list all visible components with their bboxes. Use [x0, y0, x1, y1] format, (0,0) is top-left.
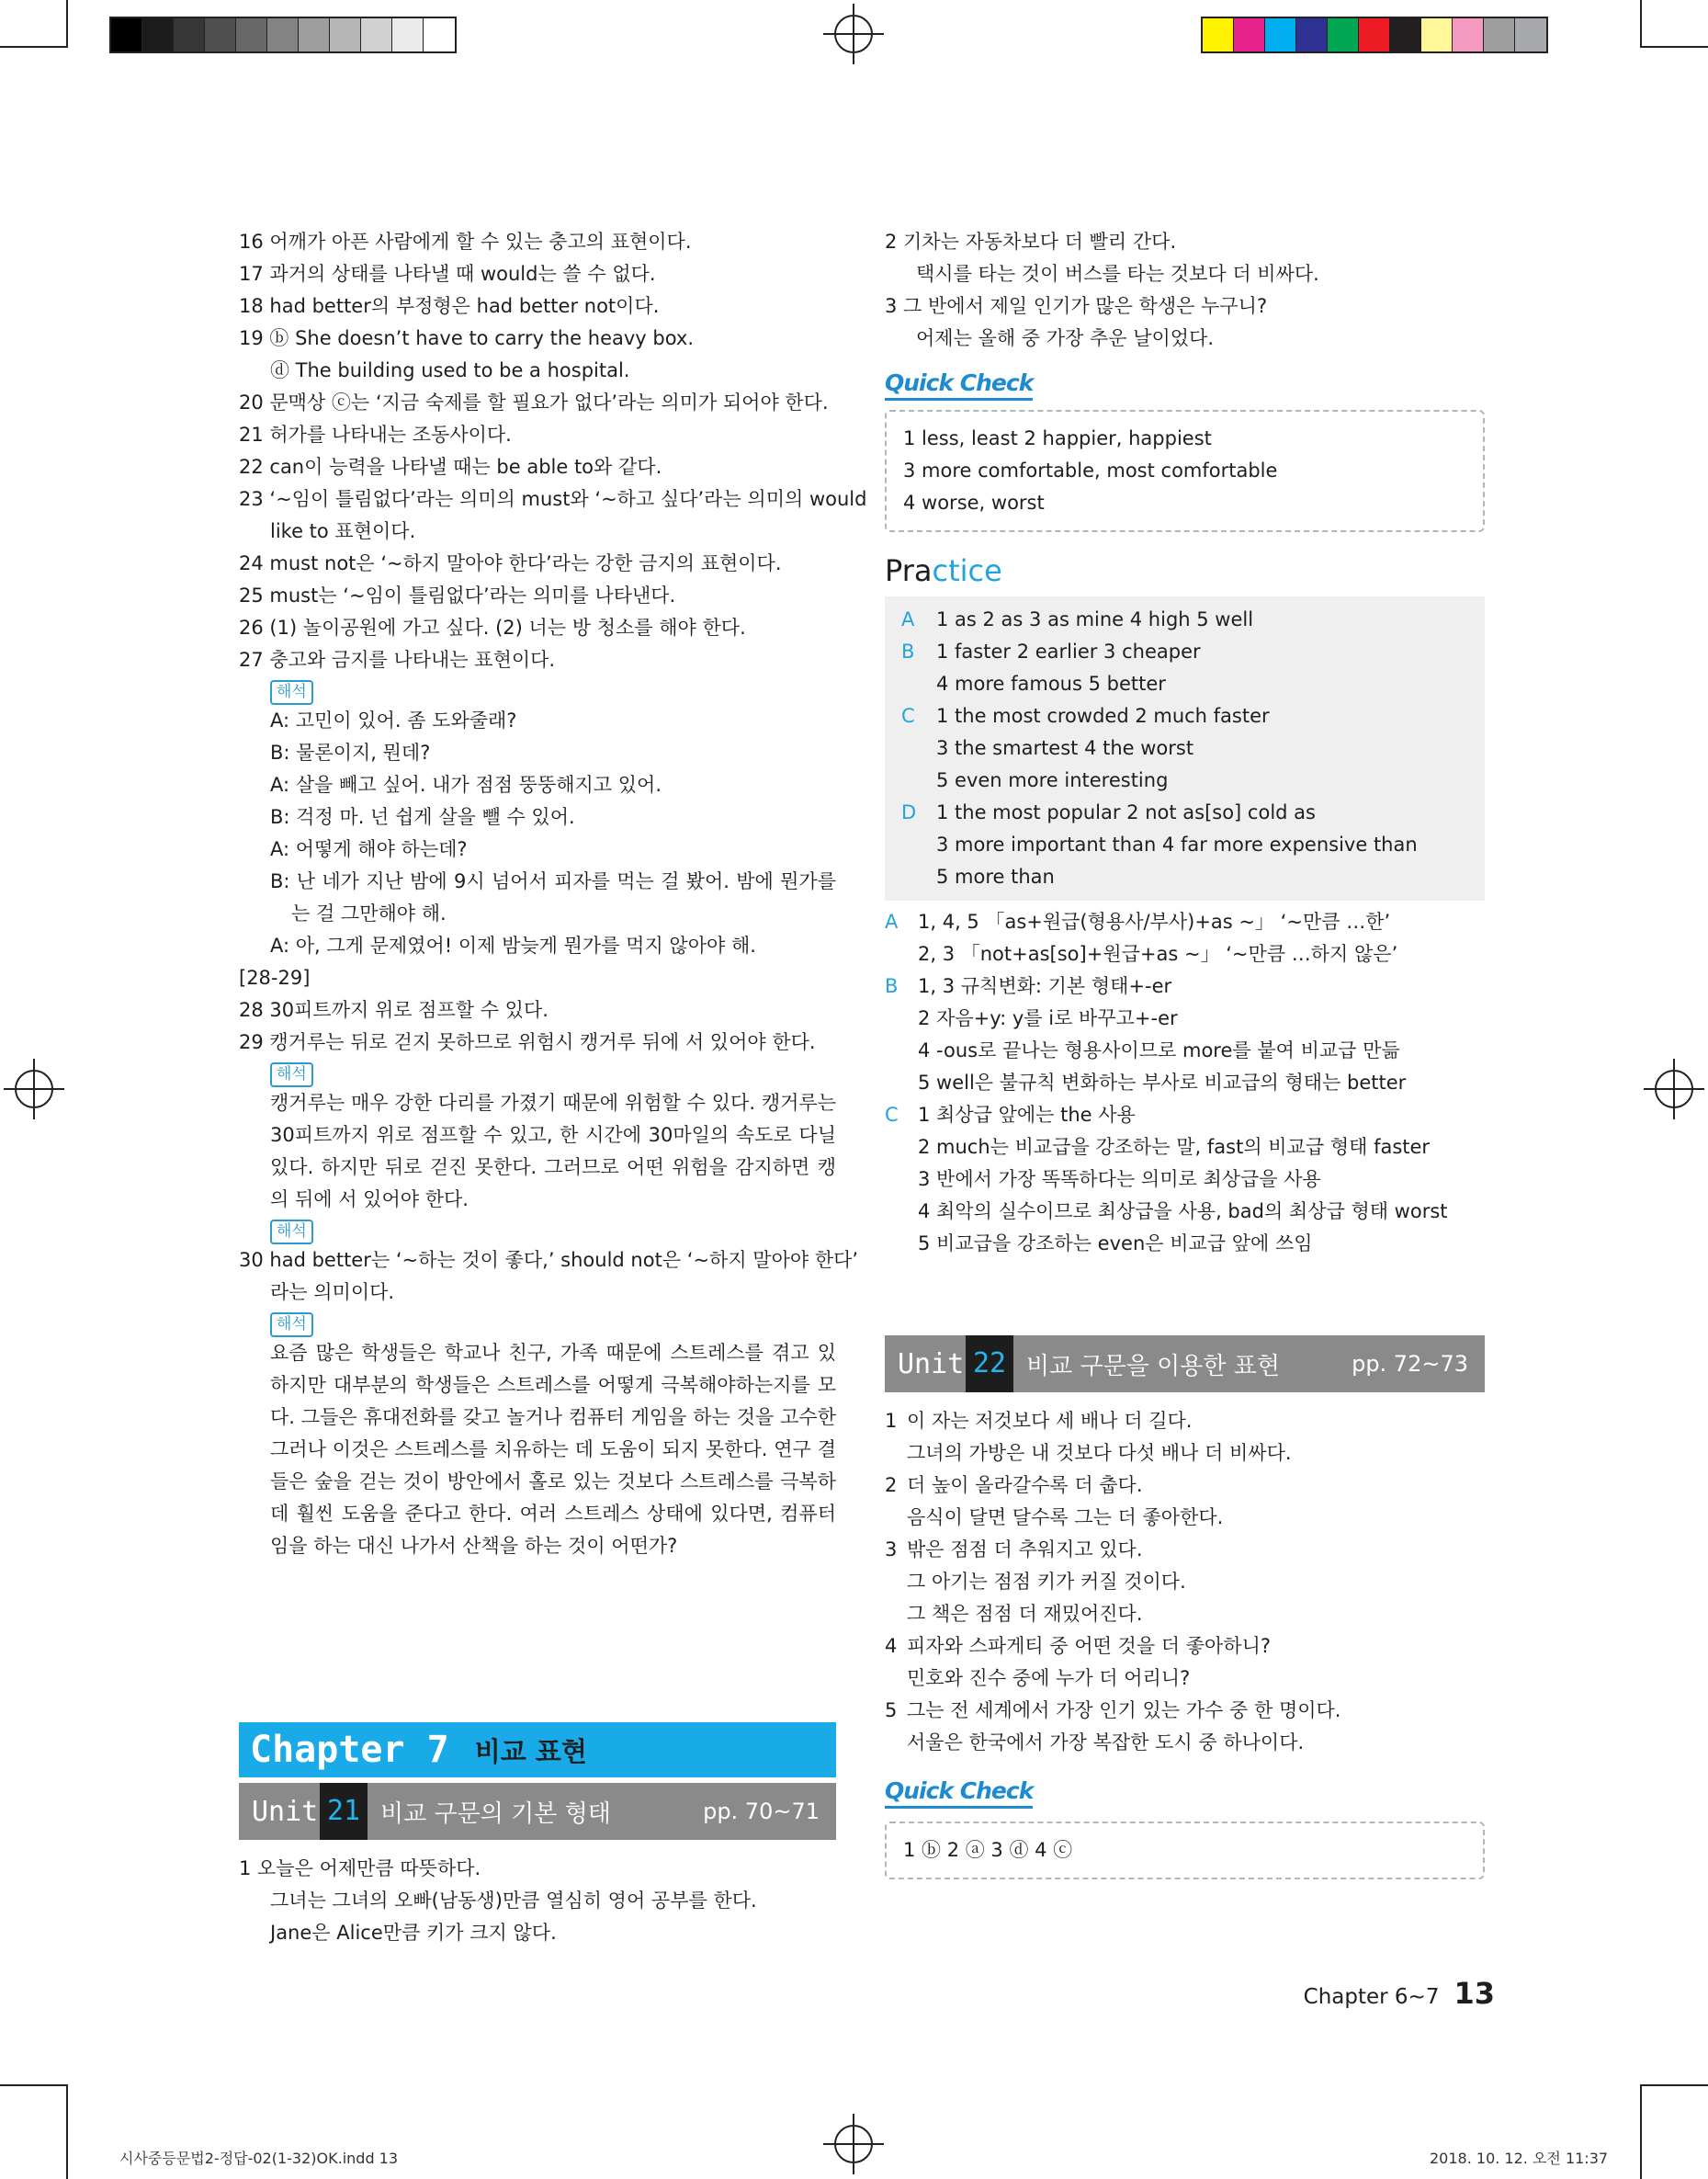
translation-tag: 해석 [270, 1220, 313, 1244]
quick-check-answer: 3 more comfortable, most comfortable [903, 460, 1278, 482]
answer-line [885, 1502, 1485, 1534]
quick-check-box [885, 1822, 1485, 1879]
unit-pages: pp. 72~73 [1352, 1351, 1468, 1377]
page-number: 13 [1453, 1976, 1495, 2011]
quick-check-answer: 4 worse, worst [903, 492, 1045, 514]
explanation-row [885, 1228, 1485, 1260]
practice-row [901, 668, 1468, 700]
answer-line [885, 1470, 1485, 1502]
explanation-text: 5 well은 불규칙 변화하는 부사로 비교급의 형태는 better [918, 1072, 1407, 1094]
practice-answer: 1 the most popular 2 not as[so] cold as [936, 801, 1316, 823]
translation-line: 요즘 많은 학생들은 학교나 친구, 가족 때문에 스트레스를 겪고 있 [270, 1342, 836, 1364]
quick-check-label: Quick Check [885, 369, 1033, 401]
crop-mark [1640, 2084, 1708, 2086]
translation-line: A: 고민이 있어. 좀 도와줄래? [270, 709, 517, 732]
answer-line: 23 ‘~임이 틀림없다’라는 의미의 must와 ‘~하고 싶다’라는 의미의 would [239, 488, 867, 510]
item-text: 서울은 한국에서 가장 복잡한 도시 중 하나이다. [907, 1731, 1305, 1753]
answer-line: 3 그 반에서 제일 인기가 많은 학생은 누구니? [885, 295, 1268, 317]
crop-mark [1640, 2084, 1642, 2179]
answer-line: 19 ⓑ She doesn’t have to carry the heavy box. [239, 327, 695, 349]
translation-line: 그러나 이것은 스트레스를 치유하는 데 도움이 되지 못한다. 연구 결 [270, 1438, 836, 1460]
answer-line: 16 어깨가 아픈 사람에게 할 수 있는 충고의 표현이다. [239, 231, 692, 253]
unit-number: 21 [320, 1783, 368, 1840]
explanation-section-label: B [885, 975, 899, 997]
registration-mark-top [823, 4, 884, 64]
explanation-section-label: A [885, 911, 899, 933]
explanation-text: 2 much는 비교급을 강조하는 말, fast의 비교급 형태 faster [918, 1136, 1431, 1158]
color-swatch [1203, 18, 1234, 51]
file-slug: 시사중등문법2-정답-02(1-32)OK.indd 13 [119, 2150, 399, 2167]
explanation-text: 5 비교급을 강조하는 even은 비교급 앞에 쓰임 [918, 1232, 1313, 1254]
item-text: 그녀의 가방은 내 것보다 다섯 배나 더 비싸다. [907, 1442, 1292, 1464]
date-slug: 2018. 10. 12. 오전 11:37 [1430, 2150, 1609, 2167]
quick-check-label: Quick Check [885, 1777, 1033, 1809]
unit-header [885, 1335, 1485, 1392]
translation-line: 30피트까지 위로 점프할 수 있고, 한 시간에 30마일의 속도로 다닐 [270, 1124, 836, 1146]
practice-row [901, 797, 1468, 829]
explanation-row [885, 1035, 1485, 1067]
answer-line: 26 (1) 놀이공원에 가고 싶다. (2) 너는 방 청소를 해야 한다. [239, 617, 746, 639]
color-swatch [1265, 18, 1296, 51]
practice-section-label: A [901, 608, 915, 630]
explanation-text: 1, 3 규칙변화: 기본 형태+-er [918, 975, 1172, 997]
translation-tag: 해석 [270, 1062, 313, 1087]
answer-line: 어제는 올해 중 가장 추운 날이었다. [916, 327, 1215, 349]
translation-line: 있다. 하지만 뒤로 걷진 못한다. 그러므로 어떤 위험을 감지하면 캥 [270, 1156, 836, 1178]
color-bar [1201, 17, 1548, 53]
gray-swatch [392, 18, 424, 51]
color-swatch [1515, 18, 1546, 51]
registration-mark-left [4, 1059, 64, 1119]
item-text: 이 자는 저것보다 세 배나 더 길다. [907, 1410, 1193, 1432]
color-swatch [1453, 18, 1484, 51]
practice-answer: 5 even more interesting [936, 769, 1169, 791]
answer-line: 29 캥거루는 뒤로 걷지 못하므로 위험시 캥거루 뒤에 서 있어야 한다. [239, 1031, 816, 1053]
item-number: 3 [885, 1538, 898, 1560]
right-column [885, 226, 1485, 1879]
crop-mark [0, 2084, 68, 2086]
translation-line: 는 걸 그만해야 해. [291, 902, 447, 925]
explanation-text: 1 최상급 앞에는 the 사용 [918, 1104, 1136, 1126]
quick-check-heading [885, 364, 1485, 401]
practice-row [901, 765, 1468, 797]
crop-mark [0, 46, 68, 48]
quick-check-box [885, 410, 1485, 532]
translation-line: 의 뒤에 서 있어야 한다. [270, 1188, 469, 1210]
unit-header [239, 1783, 836, 1840]
gray-swatch [424, 18, 455, 51]
item-text: 민호와 진수 중에 누가 더 어리니? [907, 1667, 1191, 1689]
gray-swatch [236, 18, 267, 51]
answer-line [885, 1695, 1485, 1727]
item-text: 그는 전 세계에서 가장 인기 있는 가수 중 한 명이다. [907, 1699, 1341, 1721]
gray-swatch [330, 18, 361, 51]
translation-line: 캥거루는 매우 강한 다리를 가졌기 때문에 위험할 수 있다. 캥거루는 [270, 1092, 836, 1114]
color-swatch [1328, 18, 1359, 51]
explanation-row [885, 1163, 1485, 1196]
answer-line [885, 1663, 1485, 1695]
translation-line: 들은 숲을 걷는 것이 방안에서 홀로 있는 것보다 스트레스를 극복하 [270, 1470, 836, 1492]
translation-line: B: 물론이지, 뭔데? [270, 742, 431, 764]
explanation-row [885, 1131, 1485, 1163]
gray-swatch [205, 18, 236, 51]
item-text: 그 아기는 점점 키가 커질 것이다. [907, 1571, 1186, 1593]
practice-answers-box [885, 596, 1485, 901]
item-number: 1 [885, 1410, 898, 1432]
gray-swatch [142, 18, 174, 51]
answer-line: 그녀는 그녀의 오빠(남동생)만큼 열심히 영어 공부를 한다. [270, 1890, 757, 1912]
answer-line: 21 허가를 나타내는 조동사이다. [239, 424, 512, 446]
answer-line [885, 1727, 1485, 1759]
unit-label: Unit [898, 1347, 965, 1380]
color-swatch [1359, 18, 1390, 51]
explanation-row [885, 1196, 1485, 1228]
explanation-section-label: C [885, 1104, 899, 1126]
answer-line: 20 문맥상 ⓒ는 ‘지금 숙제를 할 필요가 없다’라는 의미가 되어야 한다. [239, 392, 829, 414]
answer-line [885, 1598, 1485, 1630]
answer-line: 17 과거의 상태를 나타낼 때 would는 쓸 수 없다. [239, 263, 656, 285]
explanation-row [885, 1067, 1485, 1099]
translation-line: 하지만 대부분의 학생들은 스트레스를 어떻게 극복해야하는지를 모 [270, 1374, 836, 1396]
item-number: 5 [885, 1699, 898, 1721]
item-text: 피자와 스파게티 중 어떤 것을 더 좋아하니? [907, 1635, 1272, 1657]
practice-answer: 1 the most crowded 2 much faster [936, 705, 1270, 727]
color-swatch [1484, 18, 1515, 51]
explanation-row [885, 938, 1485, 970]
crop-mark [66, 2084, 68, 2179]
registration-mark-bottom [823, 2114, 884, 2174]
unit-title: 비교 구문의 기본 형태 [380, 1799, 611, 1828]
translation-line: 데 훨씬 도움을 준다고 한다. 여러 스트레스 상태에 있다면, 컴퓨터 [270, 1503, 836, 1525]
explanation-row [885, 1003, 1485, 1035]
gray-swatch [299, 18, 330, 51]
crop-mark [1640, 0, 1642, 48]
answer-line: 30 had better는 ‘~하는 것이 좋다,’ should not은 ‘~하지 말아야 한다’ [239, 1249, 859, 1271]
unit-label: Unit [252, 1795, 319, 1828]
answer-line: [28-29] [239, 967, 311, 989]
gray-swatch [267, 18, 299, 51]
explanation-text: 2, 3 「not+as[so]+원급+as ~」 ‘~만큼 …하지 않은’ [918, 943, 1398, 965]
page-footer [1304, 1976, 1495, 2011]
answer-line: 1 오늘은 어제만큼 따뜻하다. [239, 1857, 481, 1879]
quick-check-answer: 1 less, least 2 happier, happiest [903, 427, 1212, 449]
answer-line: 22 can이 능력을 나타낼 때는 be able to와 같다. [239, 456, 662, 478]
answer-line [885, 1534, 1485, 1566]
translation-line: B: 난 네가 지난 밤에 9시 넘어서 피자를 먹는 걸 봤어. 밤에 뭔가를 [270, 870, 836, 892]
answer-line: like to 표현이다. [270, 520, 416, 542]
translation-tag: 해석 [270, 1312, 313, 1337]
answer-line [885, 1566, 1485, 1598]
practice-section-label: B [901, 641, 915, 663]
practice-answer: 5 more than [936, 866, 1055, 888]
gray-swatch [111, 18, 142, 51]
practice-answer: 3 the smartest 4 the worst [936, 737, 1194, 759]
practice-row [901, 732, 1468, 765]
item-text: 그 책은 점점 더 재밌어진다. [907, 1603, 1143, 1625]
chapter-title: Chapter 7 [250, 1729, 449, 1771]
quick-check-answer: 1 ⓑ 2 ⓐ 3 ⓓ 4 ⓒ [903, 1839, 1073, 1861]
explanation-text: 2 자음+y: y를 i로 바꾸고+-er [918, 1007, 1178, 1029]
practice-heading: Practice [885, 553, 1002, 588]
explanation-text: 4 -ous로 끝나는 형용사이므로 more를 붙여 비교급 만듦 [918, 1039, 1400, 1061]
unit-number: 22 [966, 1335, 1013, 1392]
explanation-row [885, 1099, 1485, 1131]
color-swatch [1421, 18, 1453, 51]
translation-line: 임을 하는 대신 나가서 산책을 하는 것이 어떤가? [270, 1535, 678, 1557]
explanation-row [885, 906, 1485, 938]
explanation-row [885, 970, 1485, 1003]
item-text: 더 높이 올라갈수록 더 춥다. [907, 1474, 1143, 1496]
translation-line: A: 살을 빼고 싶어. 내가 점점 뚱뚱해지고 있어. [270, 774, 662, 796]
answer-line: 2 기차는 자동차보다 더 빨리 간다. [885, 231, 1177, 253]
practice-row [901, 700, 1468, 732]
answer-line: 라는 의미이다. [270, 1281, 395, 1303]
grayscale-bar [109, 17, 457, 53]
practice-row [901, 829, 1468, 861]
practice-section-label: D [901, 801, 917, 823]
item-number: 2 [885, 1474, 898, 1496]
explanation-text: 4 최악의 실수이므로 최상급을 사용, bad의 최상급 형태 worst [918, 1200, 1448, 1222]
item-text: 밖은 점점 더 추워지고 있다. [907, 1538, 1143, 1560]
answer-line: 25 must는 ‘~임이 틀림없다’라는 의미를 나타낸다. [239, 584, 676, 607]
answer-line [885, 1437, 1485, 1470]
crop-mark [1640, 46, 1708, 48]
color-swatch [1390, 18, 1421, 51]
explanation-text: 1, 4, 5 「as+원급(형용사/부사)+as ~」 ‘~만큼 …한’ [918, 911, 1391, 933]
answer-line: ⓓ The building used to be a hospital. [270, 359, 630, 381]
color-swatch [1296, 18, 1328, 51]
answer-line: 28 30피트까지 위로 점프할 수 있다. [239, 999, 549, 1021]
translation-line: B: 걱정 마. 넌 쉽게 살을 뺄 수 있어. [270, 806, 575, 828]
practice-section-label: C [901, 705, 915, 727]
unit-pages: pp. 70~71 [703, 1799, 820, 1824]
practice-row [901, 604, 1468, 636]
answer-line [885, 1405, 1485, 1437]
explanation-text: 3 반에서 가장 똑똑하다는 의미로 최상급을 사용 [918, 1168, 1321, 1190]
answer-line: 27 충고와 금지를 나타내는 표현이다. [239, 649, 556, 671]
translation-line: A: 아, 그게 문제였어! 이제 밤늦게 뭔가를 먹지 않아야 해. [270, 935, 756, 957]
chapter-section [239, 1722, 836, 1949]
color-swatch [1234, 18, 1265, 51]
practice-row [901, 861, 1468, 893]
quick-check-heading [885, 1772, 1485, 1809]
left-column [239, 226, 867, 1562]
item-number: 4 [885, 1635, 898, 1657]
practice-explanations [885, 906, 1485, 1260]
practice-answer: 4 more famous 5 better [936, 673, 1166, 695]
answer-line [885, 1630, 1485, 1663]
item-text: 음식이 달면 달수록 그는 더 좋아한다. [907, 1506, 1224, 1528]
practice-answer: 1 as 2 as 3 as mine 4 high 5 well [936, 608, 1254, 630]
translation-tag: 해석 [270, 680, 313, 705]
registration-mark-right [1644, 1059, 1704, 1119]
practice-answer: 3 more important than 4 far more expensive than [936, 834, 1418, 856]
practice-row [901, 636, 1468, 668]
unit-title: 비교 구문을 이용한 표현 [1026, 1352, 1280, 1380]
gray-swatch [361, 18, 392, 51]
translation-line: A: 어떻게 해야 하는데? [270, 838, 468, 860]
chapter-korean-title: 비교 표현 [474, 1735, 587, 1767]
answer-line: 24 must not은 ‘~하지 말아야 한다’라는 강한 금지의 표현이다. [239, 552, 782, 574]
answer-line: Jane은 Alice만큼 키가 크지 않다. [270, 1922, 557, 1944]
translation-line: 다. 그들은 휴대전화를 갖고 놀거나 컴퓨터 게임을 하는 것을 고수한 [270, 1406, 836, 1428]
answer-line: 택시를 타는 것이 버스를 타는 것보다 더 비싸다. [916, 263, 1319, 285]
gray-swatch [174, 18, 205, 51]
practice-answer: 1 faster 2 earlier 3 cheaper [936, 641, 1201, 663]
answer-line: 18 had better의 부정형은 had better not이다. [239, 295, 660, 317]
chapter-range: Chapter 6~7 [1303, 1985, 1440, 2009]
chapter-header [239, 1722, 836, 1777]
crop-mark [66, 0, 68, 48]
